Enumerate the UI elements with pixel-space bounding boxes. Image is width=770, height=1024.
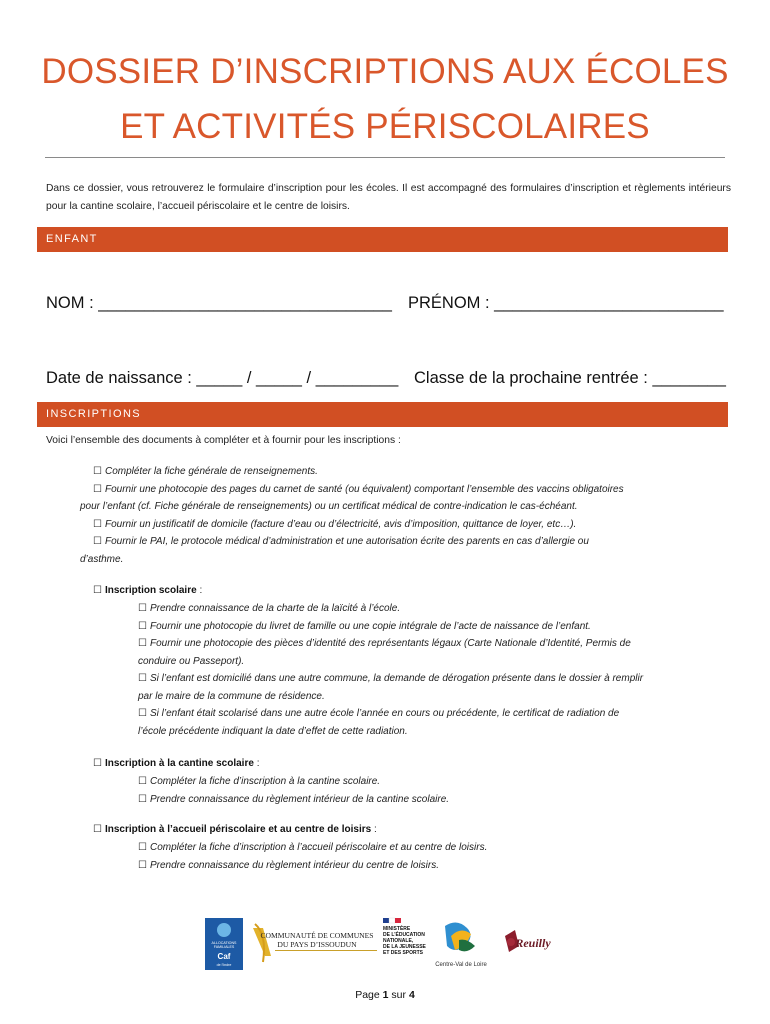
svg-text:MINISTÈRE: MINISTÈRE: [383, 926, 411, 932]
document-title-line-1: DOSSIER D’INSCRIPTIONS AUX ÉCOLES: [41, 52, 729, 91]
prenom-field[interactable]: PRÉNOM : _________________________: [408, 294, 724, 312]
checklist-item[interactable]: ☐ Compléter la fiche générale de renseignements.: [93, 466, 318, 477]
periscolaire-heading-row[interactable]: ☐ Inscription à l’accueil périscolaire et au centre de loisirs :: [93, 824, 377, 835]
svg-text:Caf: Caf: [217, 952, 231, 961]
checklist-item[interactable]: ☐ Fournir une photocopie des pièces d’identité des représentants légaux (Carte Nationale d’Identité, Permis de: [138, 638, 631, 649]
checkbox-icon[interactable]: ☐: [138, 673, 147, 684]
date-of-birth-field[interactable]: Date de naissance : _____ / _____ / _________: [46, 369, 399, 387]
checkbox-icon[interactable]: ☐: [138, 638, 147, 649]
nom-field[interactable]: NOM : ________________________________: [46, 294, 392, 312]
checkbox-icon[interactable]: ☐: [138, 776, 147, 787]
scolaire-heading: Inscription scolaire: [104, 585, 197, 596]
reuilly-logo: [505, 930, 551, 952]
section-header-inscriptions: INSCRIPTIONS: [37, 402, 728, 427]
checkbox-icon[interactable]: ☐: [93, 824, 102, 835]
checklist-item[interactable]: ☐ Si l’enfant était scolarisé dans une autre école l’année en cours ou précédente, le certificat de radiation de: [138, 708, 620, 719]
svg-text:ET DES SPORTS: ET DES SPORTS: [383, 950, 424, 956]
periscolaire-checklist: [138, 839, 728, 874]
partner-logos: [205, 916, 565, 974]
checklist-item[interactable]: ☐ Fournir le PAI, le protocole médical d’administration et une autorisation écrite des parents en cas d’allergie ou: [93, 536, 589, 547]
cantine-heading: Inscription à la cantine scolaire: [104, 758, 254, 769]
checklist-item[interactable]: ☐ Si l’enfant est domicilié dans une autre commune, la demande de dérogation présente dans le dossier à remplir: [138, 673, 644, 684]
scolaire-checklist: [138, 600, 728, 740]
svg-text:Centre-Val de Loire: Centre-Val de Loire: [435, 962, 487, 968]
checklist-item-continuation: conduire ou Passeport).: [138, 655, 245, 667]
checklist-item[interactable]: ☐ Compléter la fiche d’inscription à la cantine scolaire.: [138, 776, 381, 787]
checklist-item-continuation: l’école précédente indiquant la date d’effet de cette radiation.: [138, 725, 408, 737]
svg-text:NATIONALE,: NATIONALE,: [383, 938, 414, 944]
checklist-item[interactable]: ☐ Fournir un justificatif de domicile (facture d’eau ou d’électricité, avis d’imposition, quittance de loyer, etc…).: [93, 518, 577, 530]
page-footer: Page 1 sur 4: [355, 989, 415, 1001]
ministere-logo: [383, 918, 427, 956]
checkbox-icon[interactable]: ☐: [93, 483, 102, 495]
total-pages: 4: [408, 989, 415, 1001]
communaute-communes-logo: [253, 924, 377, 962]
svg-text:de l’Indre: de l’Indre: [216, 963, 232, 967]
svg-text:FAMILIALES: FAMILIALES: [213, 945, 235, 949]
current-page-number: 1: [382, 989, 389, 1001]
svg-text:DU PAYS D’ISSOUDUN: DU PAYS D’ISSOUDUN: [277, 940, 357, 949]
section-header-enfant: ENFANT: [37, 227, 728, 252]
document-title-line-2: ET ACTIVITÉS PÉRISCOLAIRES: [120, 107, 650, 146]
checklist-item-continuation: par le maire de la commune de résidence.: [138, 690, 325, 702]
general-checklist: [80, 463, 723, 568]
checkbox-icon[interactable]: ☐: [138, 620, 147, 632]
svg-text:DE L’ÉDUCATION: DE L’ÉDUCATION: [383, 932, 425, 938]
checkbox-icon[interactable]: ☐: [138, 793, 147, 805]
checklist-item[interactable]: ☐ Fournir une photocopie des pages du carnet de santé (ou équivalent) comportant l’ensemble des vaccins obligatoires: [93, 483, 624, 495]
checkbox-icon[interactable]: ☐: [138, 603, 147, 614]
checkbox-icon[interactable]: ☐: [93, 758, 102, 769]
checkbox-icon[interactable]: ☐: [138, 842, 147, 853]
title-divider: [45, 157, 725, 158]
periscolaire-heading: Inscription à l’accueil périscolaire et au centre de loisirs: [104, 824, 372, 835]
svg-text:ALLOCATIONS: ALLOCATIONS: [211, 941, 237, 945]
scolaire-heading-row[interactable]: ☐ Inscription scolaire :: [93, 585, 203, 596]
checklist-item-continuation: pour l’enfant (cf. Fiche générale de renseignements) ou un certificat médical de contre-indication le cas-échéant.: [80, 501, 578, 512]
checklist-item-continuation: d’asthme.: [80, 553, 124, 565]
checkbox-icon[interactable]: ☐: [93, 536, 102, 547]
svg-text:DE LA JEUNESSE: DE LA JEUNESSE: [383, 944, 426, 950]
cantine-checklist: [138, 773, 728, 808]
svg-text:COMMUNAUTÉ DE COMMUNES: COMMUNAUTÉ DE COMMUNES: [260, 931, 374, 940]
checklist-item[interactable]: ☐ Compléter la fiche d’inscription à l’accueil périscolaire et au centre de loisirs.: [138, 842, 488, 853]
checklist-item[interactable]: ☐ Prendre connaissance du règlement intérieur du centre de loisirs.: [138, 859, 440, 871]
classe-field[interactable]: Classe de la prochaine rentrée : ________: [414, 369, 726, 387]
checkbox-icon[interactable]: ☐: [93, 518, 102, 530]
caf-logo: [205, 918, 243, 970]
checklist-item[interactable]: ☐ Prendre connaissance du règlement intérieur de la cantine scolaire.: [138, 793, 450, 805]
checkbox-icon[interactable]: ☐: [138, 708, 147, 719]
svg-text:Reuilly: Reuilly: [515, 936, 551, 950]
cantine-heading-row[interactable]: ☐ Inscription à la cantine scolaire :: [93, 758, 260, 769]
checkbox-icon[interactable]: ☐: [93, 466, 102, 477]
checklist-item[interactable]: ☐ Prendre connaissance de la charte de la laïcité à l’école.: [138, 603, 401, 614]
checklist-item[interactable]: ☐ Fournir une photocopie du livret de famille ou une copie intégrale de l’acte de naissance de l’enfant.: [138, 620, 591, 632]
checkbox-icon[interactable]: ☐: [93, 585, 102, 596]
intro-paragraph: Dans ce dossier, vous retrouverez le formulaire d’inscription pour les écoles. Il est accompagné des formulaires d’inscription et règlements intérieurs pour la cantine scolaire, l’accueil périscolaire et le centre de loisirs.: [46, 183, 731, 212]
region-logo: [435, 922, 487, 968]
inscriptions-lead: Voici l’ensemble des documents à compléter et à fournir pour les inscriptions :: [46, 435, 401, 446]
checkbox-icon[interactable]: ☐: [138, 859, 147, 871]
